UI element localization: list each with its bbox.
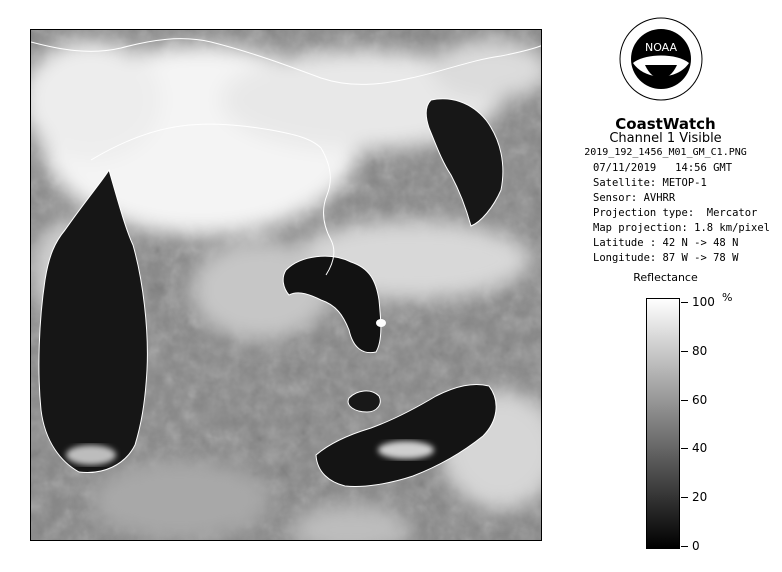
map-projection: Map projection: 1.8 km/pixel bbox=[593, 222, 771, 234]
projection-type: Projection type: Mercator bbox=[593, 207, 758, 219]
colorbar-tick-label: 20 bbox=[692, 490, 708, 505]
satellite-image bbox=[30, 29, 542, 541]
acquisition-datetime: 07/11/2019 14:56 GMT bbox=[593, 162, 733, 174]
colorbar-tick bbox=[681, 546, 688, 547]
colorbar-tick-label: 60 bbox=[692, 392, 708, 407]
sensor-name: Sensor: AVHRR bbox=[593, 192, 676, 204]
lake-erie-cloud bbox=[378, 441, 434, 459]
noaa-logo bbox=[619, 17, 703, 101]
product-title: CoastWatch bbox=[615, 115, 716, 133]
colorbar-tick bbox=[681, 302, 688, 303]
colorbar-tick-label: 80 bbox=[692, 343, 708, 358]
product-subtitle: Channel 1 Visible bbox=[609, 131, 722, 146]
colorbar-tick-label: 100 bbox=[692, 295, 715, 309]
colorbar-tick bbox=[681, 448, 688, 449]
colorbar-tick bbox=[681, 351, 688, 352]
reflectance-colorbar bbox=[646, 298, 680, 549]
lake-michigan-cloud bbox=[66, 445, 116, 465]
noaa-logo-text: NOAA bbox=[644, 41, 678, 54]
product-filename: 2019_192_1456_M01_GM_C1.PNG bbox=[584, 147, 747, 158]
colorbar-tick bbox=[681, 497, 688, 498]
colorbar-tick bbox=[681, 400, 688, 401]
satellite-map bbox=[31, 30, 542, 541]
colorbar-tick-label: 40 bbox=[692, 441, 708, 456]
satellite-name: Satellite: METOP-1 bbox=[593, 177, 707, 189]
colorbar-tick-label: 0 bbox=[692, 539, 700, 553]
longitude-range: Longitude: 87 W -> 78 W bbox=[593, 252, 739, 264]
latitude-range: Latitude : 42 N -> 48 N bbox=[593, 237, 739, 249]
colorbar-title: Reflectance bbox=[633, 271, 698, 284]
lake-huron-cloud bbox=[376, 319, 386, 327]
colorbar-unit: % bbox=[722, 291, 733, 304]
